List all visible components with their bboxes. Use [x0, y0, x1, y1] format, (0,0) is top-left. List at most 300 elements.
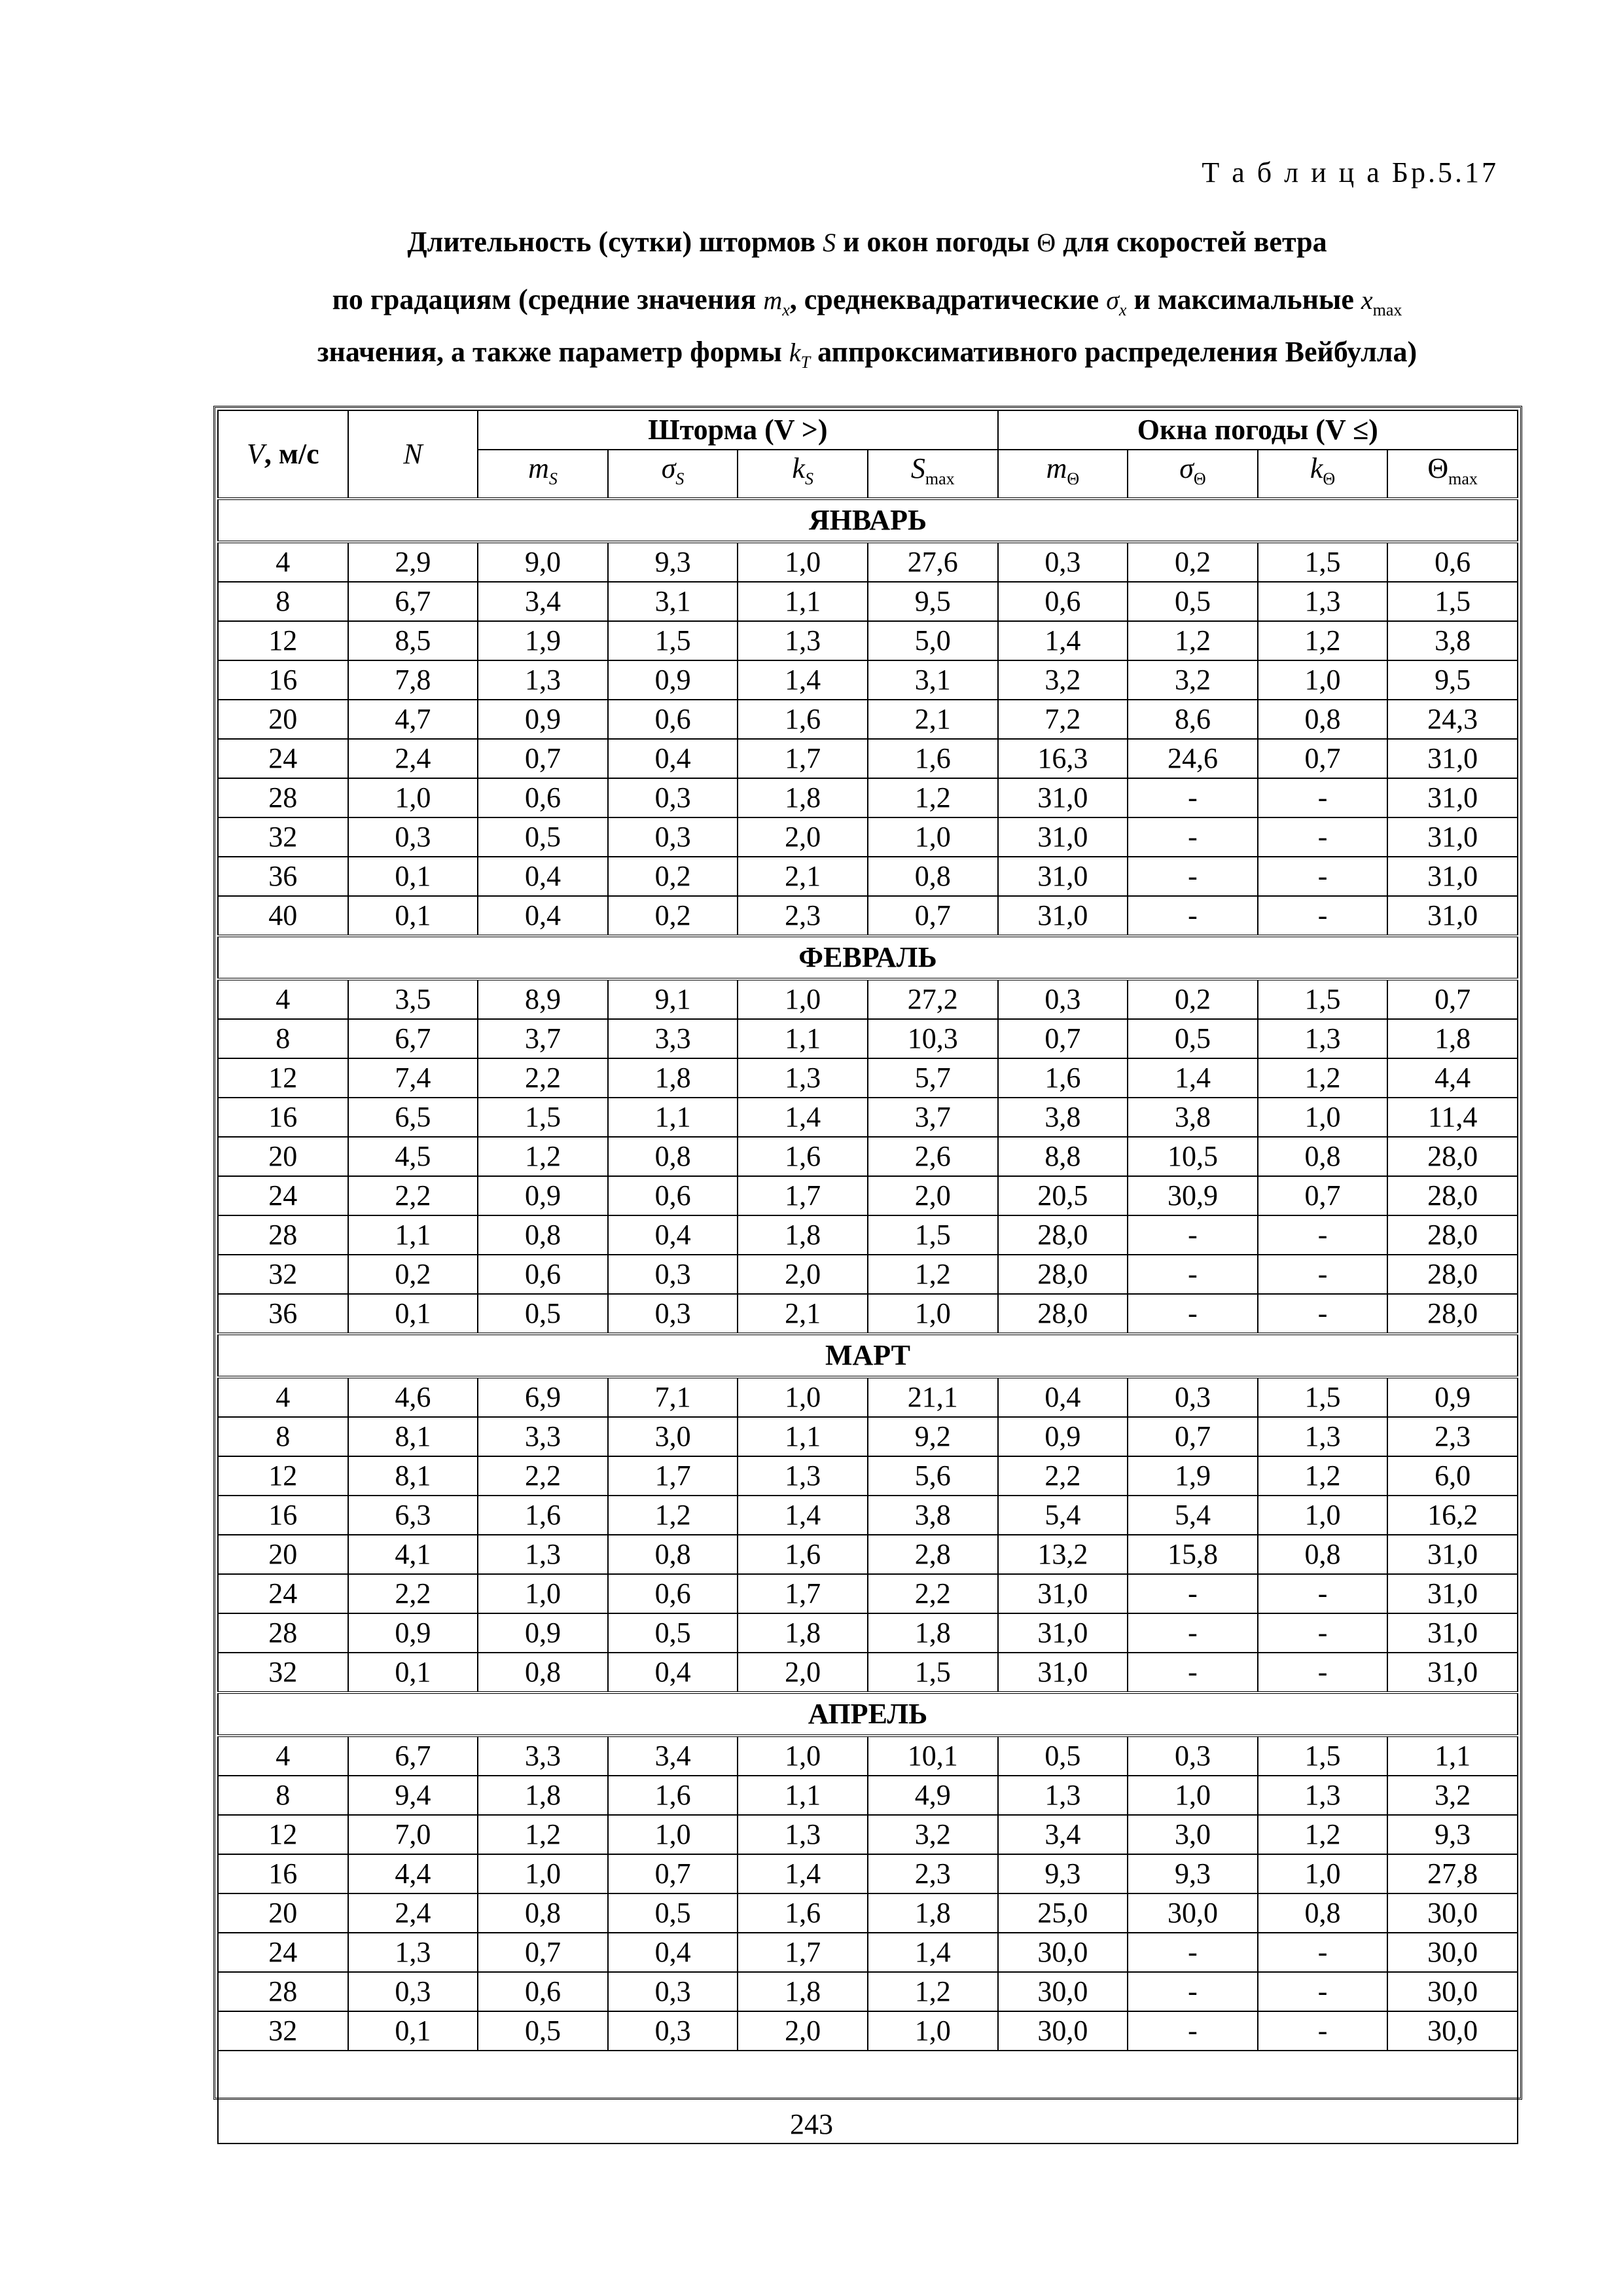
table-cell: 0,5 [1128, 1019, 1258, 1058]
table-cell: 9,3 [608, 542, 738, 582]
table-cell: 1,0 [1258, 1496, 1388, 1535]
table-row [218, 700, 1518, 739]
table-cell: 4,9 [868, 1776, 998, 1815]
table-cell: 3,3 [478, 1417, 608, 1456]
heading-line-3 [216, 332, 1518, 382]
table-cell: 1,3 [478, 1535, 608, 1574]
table-cell: 0,1 [348, 2011, 478, 2051]
table-row [218, 1535, 1518, 1574]
group-header-storms: Шторма (V >) [478, 410, 997, 450]
table-cell: 0,6 [608, 700, 738, 739]
table-row [218, 896, 1518, 936]
table-cell: 0,9 [478, 1176, 608, 1215]
subheader-symbol: k [1310, 452, 1323, 484]
table-cell: 0,5 [998, 1736, 1128, 1776]
table-cell: 0,2 [348, 1255, 478, 1294]
heading-symbol: x [1361, 285, 1373, 315]
subheader-subscript: max [1448, 469, 1478, 488]
table-cell: 27,8 [1387, 1854, 1518, 1893]
heading-text: по градациям (средние значения [332, 283, 757, 315]
table-cell: 6,7 [348, 1019, 478, 1058]
table-row [218, 1574, 1518, 1613]
table-cell: 31,0 [998, 896, 1128, 936]
table-cell: 1,0 [1258, 1098, 1388, 1137]
table-cell: 1,8 [738, 778, 868, 817]
subheader-symbol: m [528, 452, 549, 484]
table-cell: 8 [218, 1417, 348, 1456]
table-cell: 36 [218, 857, 348, 896]
table-cell: 1,2 [478, 1137, 608, 1176]
table-cell: 0,1 [348, 857, 478, 896]
table-cell: 2,4 [348, 1893, 478, 1933]
heading-text: Длительность (сутки) штормов [407, 226, 816, 258]
table-cell: 0,3 [608, 1255, 738, 1294]
table-cell: 3,0 [1128, 1815, 1258, 1854]
table-cell: 1,1 [738, 1417, 868, 1456]
table-cell: 5,4 [1128, 1496, 1258, 1535]
table-cell: 9,4 [348, 1776, 478, 1815]
table-cell: 30,0 [1387, 1972, 1518, 2011]
table-cell: 8 [218, 1776, 348, 1815]
table-cell: 3,2 [1128, 660, 1258, 700]
heading-symbol: σ [1106, 285, 1119, 315]
column-subheader [738, 450, 868, 499]
table-cell: 9,5 [868, 582, 998, 621]
table-cell: 1,9 [1128, 1456, 1258, 1496]
table-cell: 1,2 [1258, 1456, 1388, 1496]
table-row [218, 660, 1518, 700]
table-cell: 3,7 [868, 1098, 998, 1137]
table-cell: 10,5 [1128, 1137, 1258, 1176]
table-cell: 3,1 [608, 582, 738, 621]
table-cell: 24,3 [1387, 700, 1518, 739]
table-cell: 0,6 [998, 582, 1128, 621]
table-cell: 1,6 [998, 1058, 1128, 1098]
subheader-subscript: Θ [1067, 469, 1080, 488]
table-cell: 9,0 [478, 542, 608, 582]
column-subheader [868, 450, 998, 499]
table-cell: 27,2 [868, 979, 998, 1019]
table-cell: 31,0 [998, 1574, 1128, 1613]
table-row [218, 1377, 1518, 1417]
table-cell: 12 [218, 1815, 348, 1854]
table-cell: 31,0 [1387, 1574, 1518, 1613]
table-cell: 0,3 [608, 2011, 738, 2051]
table-cell: 3,8 [1128, 1098, 1258, 1137]
table-cell: 0,6 [608, 1574, 738, 1613]
table-cell: 2,0 [738, 817, 868, 857]
table-cell: 0,4 [608, 739, 738, 778]
column-header-v [218, 410, 348, 499]
table-cell: 9,2 [868, 1417, 998, 1456]
table-cell: 31,0 [998, 857, 1128, 896]
table-cell: 0,7 [1128, 1417, 1258, 1456]
table-cell: 0,3 [608, 778, 738, 817]
table-cell: 0,4 [608, 1215, 738, 1255]
column-subheader [1387, 450, 1518, 499]
month-row [218, 1693, 1518, 1736]
table-cell: 1,3 [738, 1456, 868, 1496]
table-cell: - [1258, 1933, 1388, 1972]
table-cell: 4,6 [348, 1377, 478, 1417]
table-cell: 0,7 [868, 896, 998, 936]
table-cell: 4,4 [1387, 1058, 1518, 1098]
table-cell: 0,8 [478, 1653, 608, 1693]
table-cell: - [1258, 778, 1388, 817]
table-cell: 11,4 [1387, 1098, 1518, 1137]
table-cell: 1,6 [738, 1893, 868, 1933]
table-cell: 7,0 [348, 1815, 478, 1854]
table-row [218, 1255, 1518, 1294]
table-cell: 1,7 [738, 739, 868, 778]
table-cell: 0,5 [478, 1294, 608, 1334]
table-cell: 0,6 [478, 1972, 608, 2011]
table-cell: 1,3 [1258, 1019, 1388, 1058]
table-cell: 0,4 [998, 1377, 1128, 1417]
table-cell: - [1258, 857, 1388, 896]
table-cell: 0,6 [478, 778, 608, 817]
table-row [218, 2011, 1518, 2051]
table-cell: 0,6 [608, 1176, 738, 1215]
table-cell: 24 [218, 1574, 348, 1613]
table-cell: 6,7 [348, 1736, 478, 1776]
table-cell: 0,3 [348, 1972, 478, 2011]
table-cell: 12 [218, 621, 348, 660]
heading-text: , среднеквадратические [789, 283, 1099, 315]
table-cell: 0,9 [1387, 1377, 1518, 1417]
table-cell: 1,3 [998, 1776, 1128, 1815]
subheader-symbol: σ [1179, 452, 1194, 484]
heading-text: аппроксимативного распределения Вейбулла) [817, 336, 1418, 368]
table-cell: 16 [218, 1098, 348, 1137]
table-cell: 24,6 [1128, 739, 1258, 778]
table-cell: 0,4 [608, 1933, 738, 1972]
table-cell: 1,7 [738, 1574, 868, 1613]
table-cell: 2,2 [348, 1574, 478, 1613]
table-cell: - [1258, 1613, 1388, 1653]
table-cell: 0,3 [998, 979, 1128, 1019]
table-cell: - [1128, 1255, 1258, 1294]
table-cell: 30,0 [998, 2011, 1128, 2051]
table-cell: 28,0 [1387, 1294, 1518, 1334]
table-cell: 40 [218, 896, 348, 936]
table-row [218, 1613, 1518, 1653]
table-cell: 1,2 [868, 778, 998, 817]
table-cell: - [1258, 896, 1388, 936]
table-cell: 0,7 [1387, 979, 1518, 1019]
table-row [218, 1294, 1518, 1334]
table-row [218, 1893, 1518, 1933]
table-cell: 0,8 [868, 857, 998, 896]
table-cell: 8,1 [348, 1456, 478, 1496]
table-cell: 27,6 [868, 542, 998, 582]
table-body [218, 499, 1518, 2144]
table-cell: 1,6 [738, 1137, 868, 1176]
table-cell: 1,8 [478, 1776, 608, 1815]
subheader-subscript: max [925, 469, 955, 488]
table-row [218, 1176, 1518, 1215]
table-cell: 1,4 [868, 1933, 998, 1972]
column-subheader [998, 450, 1128, 499]
table-cell: - [1128, 1294, 1258, 1334]
heading-line-1 [216, 223, 1518, 262]
table-cell: 1,8 [608, 1058, 738, 1098]
table-cell: 28,0 [1387, 1176, 1518, 1215]
table-cell: 0,5 [608, 1613, 738, 1653]
table-cell: 1,0 [738, 1377, 868, 1417]
table-cell: 0,9 [478, 700, 608, 739]
table-cell: 28 [218, 1613, 348, 1653]
table-cell: 10,3 [868, 1019, 998, 1058]
table-cell: 1,8 [738, 1972, 868, 2011]
table-cell: 6,9 [478, 1377, 608, 1417]
table-cell: 36 [218, 1294, 348, 1334]
table-cell: 28 [218, 1972, 348, 2011]
table-cell: 30,0 [1387, 1933, 1518, 1972]
table-row [218, 1736, 1518, 1776]
table-cell: 0,7 [998, 1019, 1128, 1058]
table-cell: 0,8 [1258, 1535, 1388, 1574]
table-cell: 8 [218, 1019, 348, 1058]
header-v-unit: , м/с [264, 437, 319, 470]
heading-text: значения, а также параметр формы [317, 336, 782, 368]
table-cell: 0,8 [1258, 1137, 1388, 1176]
table-cell: 3,3 [478, 1736, 608, 1776]
table-cell: 0,2 [608, 896, 738, 936]
table-cell: 0,1 [348, 896, 478, 936]
table-cell: 31,0 [998, 778, 1128, 817]
table-cell: 1,5 [478, 1098, 608, 1137]
data-table-frame [213, 406, 1522, 2100]
table-cell: 28 [218, 1215, 348, 1255]
month-label: ФЕВРАЛЬ [218, 936, 1518, 979]
table-cell: 0,5 [478, 817, 608, 857]
table-cell: 28,0 [998, 1255, 1128, 1294]
table-cell: 0,3 [1128, 1736, 1258, 1776]
table-cell: 28 [218, 778, 348, 817]
table-row [218, 1933, 1518, 1972]
table-cell: 0,5 [478, 2011, 608, 2051]
table-cell: 31,0 [1387, 778, 1518, 817]
table-cell: 1,5 [1258, 979, 1388, 1019]
table-cell: - [1258, 1972, 1388, 2011]
table-row [218, 1058, 1518, 1098]
table-cell: 7,1 [608, 1377, 738, 1417]
table-cell: 8,1 [348, 1417, 478, 1456]
table-cell: 2,3 [1387, 1417, 1518, 1456]
month-row [218, 936, 1518, 979]
table-row [218, 739, 1518, 778]
table-row [218, 1496, 1518, 1535]
table-cell: 28,0 [1387, 1215, 1518, 1255]
column-subheader [478, 450, 608, 499]
table-cell: 0,7 [608, 1854, 738, 1893]
table-cell: 0,4 [608, 1653, 738, 1693]
month-row [218, 499, 1518, 542]
subheader-subscript: Θ [1323, 469, 1336, 488]
table-cell: 16,2 [1387, 1496, 1518, 1535]
table-cell: 1,1 [738, 582, 868, 621]
table-cell: 4,5 [348, 1137, 478, 1176]
table-cell: 1,4 [1128, 1058, 1258, 1098]
table-cell: 1,8 [738, 1613, 868, 1653]
table-cell: 0,7 [478, 1933, 608, 1972]
subheader-symbol: m [1046, 452, 1067, 484]
month-row [218, 1334, 1518, 1377]
table-cell: 1,4 [998, 621, 1128, 660]
table-cell: 1,5 [1258, 1736, 1388, 1776]
table-cell: 2,2 [998, 1456, 1128, 1496]
table-cell: 16 [218, 1854, 348, 1893]
table-cell: 1,2 [608, 1496, 738, 1535]
table-row [218, 1653, 1518, 1693]
table-cell: 30,0 [998, 1933, 1128, 1972]
table-row [218, 817, 1518, 857]
subheader-symbol: σ [661, 452, 676, 484]
table-cell: 5,6 [868, 1456, 998, 1496]
table-cell: 1,1 [738, 1019, 868, 1058]
table-cell: 0,8 [478, 1893, 608, 1933]
table-cell: 2,9 [348, 542, 478, 582]
table-row [218, 1815, 1518, 1854]
table-row [218, 621, 1518, 660]
month-label: АПРЕЛЬ [218, 1693, 1518, 1736]
table-cell: - [1128, 817, 1258, 857]
table-cell: 8 [218, 582, 348, 621]
table-cell: 1,1 [348, 1215, 478, 1255]
table-cell: 20 [218, 1535, 348, 1574]
table-cell: 0,2 [608, 857, 738, 896]
table-cell: 0,2 [1128, 542, 1258, 582]
table-cell: 2,2 [348, 1176, 478, 1215]
table-cell: 0,3 [608, 817, 738, 857]
table-cell: 12 [218, 1456, 348, 1496]
table-cell: 5,0 [868, 621, 998, 660]
table-cell: 0,2 [1128, 979, 1258, 1019]
table-row [218, 857, 1518, 896]
heading-symbol: Θ [1037, 228, 1056, 257]
table-cell: 1,0 [348, 778, 478, 817]
page-number: 243 [790, 2108, 833, 2140]
table-cell: - [1128, 1972, 1258, 2011]
table-cell: 16 [218, 1496, 348, 1535]
table-cell: 3,8 [1387, 621, 1518, 660]
table-cell: 3,4 [998, 1815, 1128, 1854]
table-cell: 0,4 [478, 896, 608, 936]
table-cell: 7,2 [998, 700, 1128, 739]
table-cell: 13,2 [998, 1535, 1128, 1574]
table-cell: 1,2 [1258, 621, 1388, 660]
table-cell: 1,1 [1387, 1736, 1518, 1776]
table-cell: 2,0 [738, 2011, 868, 2051]
table-cell: 1,3 [478, 660, 608, 700]
table-cell: 0,8 [1258, 700, 1388, 739]
table-cell: 1,1 [608, 1098, 738, 1137]
table-cell: 31,0 [1387, 817, 1518, 857]
table-cell: 1,4 [738, 1496, 868, 1535]
table-row [218, 1854, 1518, 1893]
table-cell: 31,0 [1387, 739, 1518, 778]
table-cell: 6,5 [348, 1098, 478, 1137]
table-cell: 1,0 [608, 1815, 738, 1854]
table-cell: - [1258, 2011, 1388, 2051]
table-cell: 1,4 [738, 1098, 868, 1137]
table-cell: 28,0 [998, 1215, 1128, 1255]
subheader-subscript: S [548, 469, 558, 488]
table-cell: 5,4 [998, 1496, 1128, 1535]
table-cell: 28,0 [1387, 1137, 1518, 1176]
table-cell: 31,0 [1387, 1535, 1518, 1574]
table-cell: 30,0 [1128, 1893, 1258, 1933]
table-cell: 2,2 [478, 1456, 608, 1496]
table-cell: 24 [218, 1176, 348, 1215]
table-cell: 6,7 [348, 582, 478, 621]
table-cell: 0,9 [998, 1417, 1128, 1456]
subheader-symbol: k [792, 452, 805, 484]
table-cell: 10,1 [868, 1736, 998, 1776]
table-cell: 0,7 [1258, 739, 1388, 778]
table-cell: 30,0 [998, 1972, 1128, 2011]
table-cell: 1,1 [738, 1776, 868, 1815]
table-cell: 1,2 [1258, 1058, 1388, 1098]
table-row [218, 582, 1518, 621]
table-cell: 2,2 [478, 1058, 608, 1098]
table-cell: 1,0 [738, 542, 868, 582]
table-cell: 1,2 [868, 1972, 998, 2011]
table-cell: 31,0 [998, 817, 1128, 857]
table-cell: - [1258, 1653, 1388, 1693]
table-cell: 31,0 [1387, 857, 1518, 896]
table-cell: 0,8 [1258, 1893, 1388, 1933]
heading-subscript: max [1372, 300, 1402, 319]
month-label: ЯНВАРЬ [218, 499, 1518, 542]
table-cell: 28,0 [1387, 1255, 1518, 1294]
table-cell: 1,8 [868, 1613, 998, 1653]
table-cell: 2,1 [868, 700, 998, 739]
table-cell: 1,9 [478, 621, 608, 660]
column-subheader [1128, 450, 1258, 499]
table-cell: - [1258, 1255, 1388, 1294]
table-cell: 1,2 [868, 1255, 998, 1294]
table-cell: 9,3 [1128, 1854, 1258, 1893]
table-cell: 8,9 [478, 979, 608, 1019]
table-cell: 1,0 [868, 1294, 998, 1334]
table-cell: 3,2 [1387, 1776, 1518, 1815]
table-cell: 0,7 [1258, 1176, 1388, 1215]
table-cell: 21,1 [868, 1377, 998, 1417]
table-cell: 1,0 [478, 1854, 608, 1893]
table-cell: 1,5 [868, 1653, 998, 1693]
table-cell: 1,0 [868, 817, 998, 857]
table-cell: 1,3 [738, 1815, 868, 1854]
table-cell: 2,8 [868, 1535, 998, 1574]
table-cell: 0,9 [608, 660, 738, 700]
table-cell: 1,5 [1258, 1377, 1388, 1417]
table-cell: 1,3 [348, 1933, 478, 1972]
table-cell: 32 [218, 1653, 348, 1693]
heading-symbol: k [789, 338, 801, 367]
table-cell: 1,6 [738, 700, 868, 739]
subheader-symbol: Θ [1427, 452, 1449, 484]
table-cell: 0,9 [478, 1613, 608, 1653]
table-cell: 2,4 [348, 739, 478, 778]
table-cell: 4 [218, 542, 348, 582]
table-cell: 1,7 [608, 1456, 738, 1496]
table-cell: 1,8 [868, 1893, 998, 1933]
table-cell: 9,3 [1387, 1815, 1518, 1854]
table-cell: 3,2 [998, 660, 1128, 700]
table-row [218, 1019, 1518, 1058]
